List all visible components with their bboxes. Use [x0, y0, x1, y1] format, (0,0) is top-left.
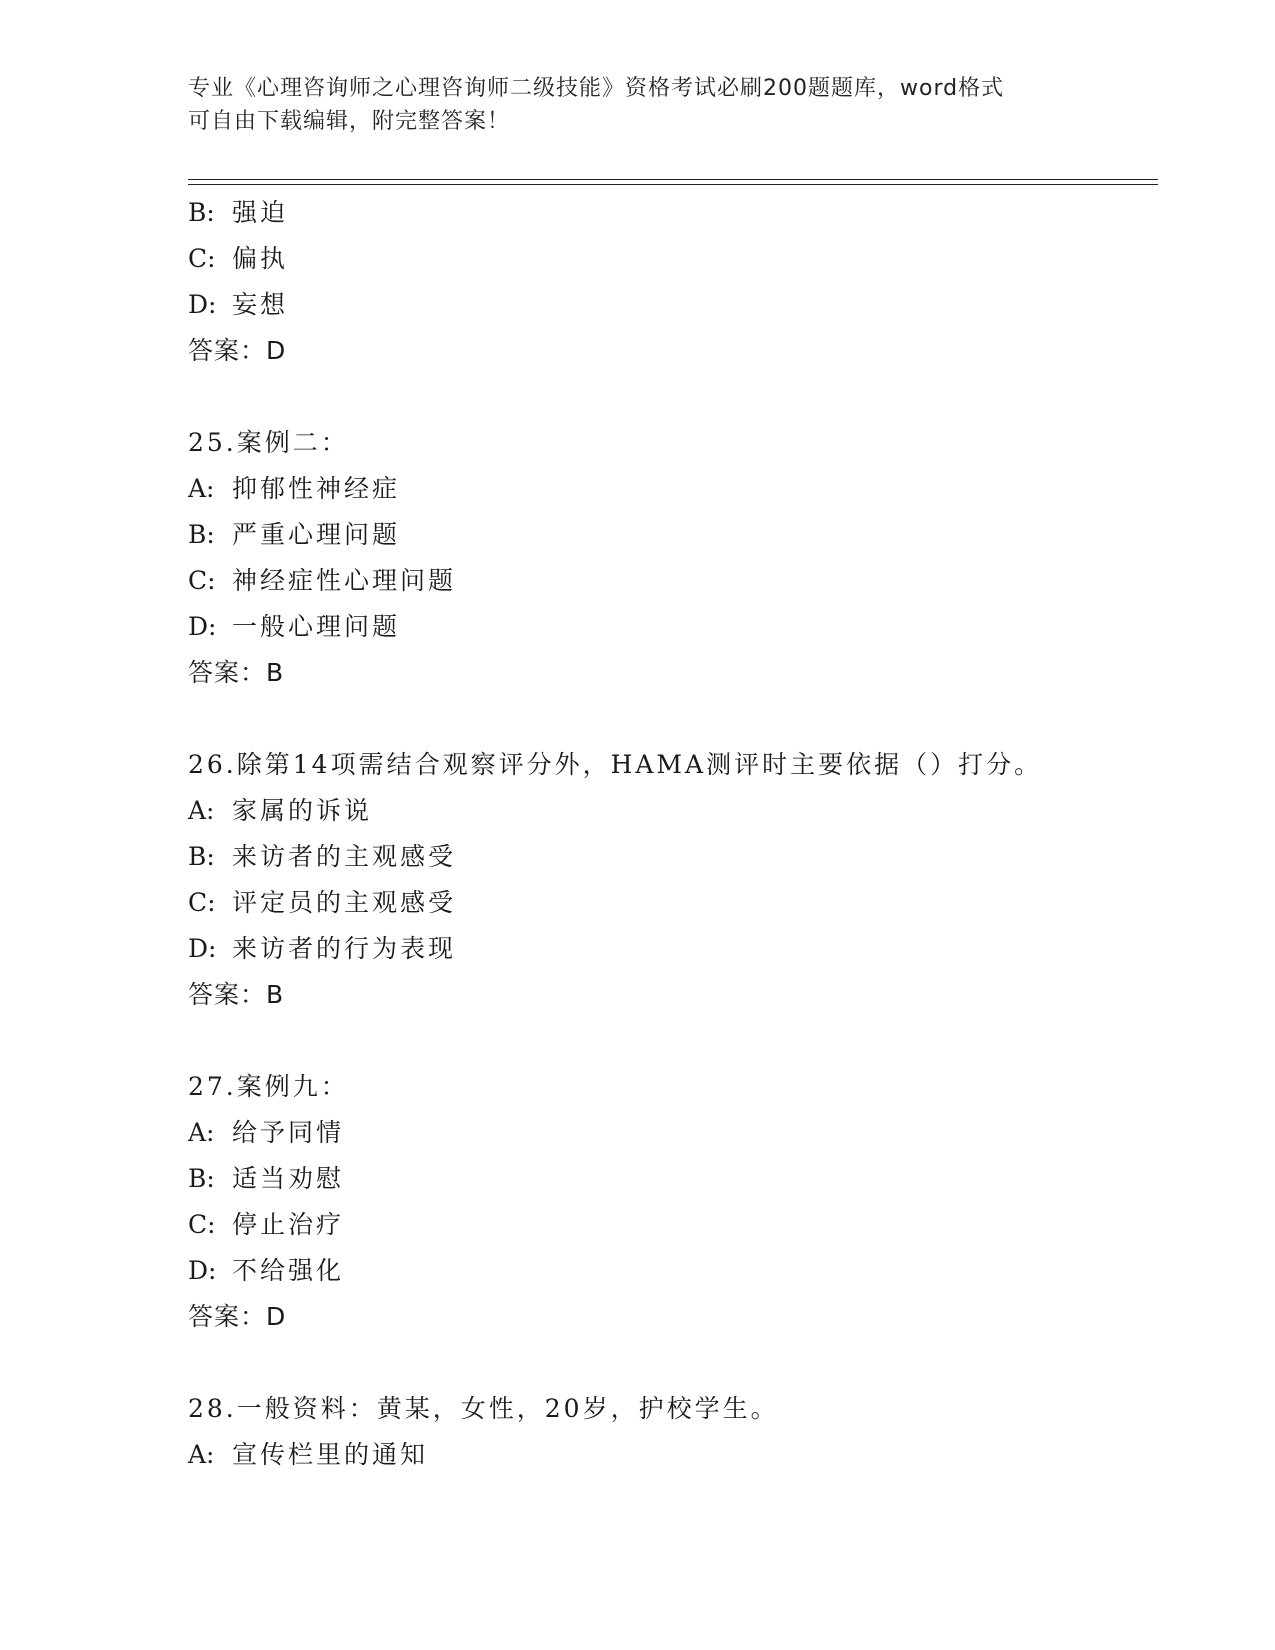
question-stem: 26.除第14项需结合观察评分外，HAMA测评时主要依据（）打分。 [188, 750, 1043, 779]
option-line [188, 604, 1148, 650]
question-list [188, 190, 1148, 1478]
option-text: 来访者的行为表现 [232, 934, 457, 963]
option-label: D: [188, 290, 217, 319]
option-text: 给予同情 [232, 1118, 345, 1147]
question-stem: 28.一般资料：黄某，女性，20岁，护校学生。 [188, 1394, 779, 1423]
option-text: 严重心理问题 [232, 520, 401, 549]
option-label: A: [188, 1118, 215, 1147]
option-text: 适当劝慰 [232, 1164, 345, 1193]
option-label: D: [188, 1256, 217, 1285]
option-line [188, 236, 1148, 282]
option-line [188, 788, 1148, 834]
option-line [188, 1202, 1148, 1248]
option-text: 神经症性心理问题 [232, 566, 457, 595]
option-text: 强迫 [232, 198, 289, 227]
option-line [188, 466, 1148, 512]
option-text: 宣传栏里的通知 [232, 1440, 429, 1469]
header-divider-bottom [188, 184, 1158, 185]
option-text: 家属的诉说 [232, 796, 373, 825]
header-divider-top [188, 179, 1158, 180]
answer-line: 答案：D [188, 1302, 287, 1331]
option-text: 偏执 [232, 244, 289, 273]
option-line [188, 1432, 1148, 1478]
question-stem: 27.案例九： [188, 1072, 349, 1101]
option-label: C: [188, 566, 216, 595]
option-line [188, 834, 1148, 880]
question-stem: 25.案例二： [188, 428, 349, 457]
option-line [188, 282, 1148, 328]
option-text: 妄想 [232, 290, 289, 319]
option-line [188, 512, 1148, 558]
option-line [188, 1248, 1148, 1294]
option-label: B: [188, 842, 215, 871]
option-text: 不给强化 [232, 1256, 345, 1285]
option-line [188, 1110, 1148, 1156]
option-label: A: [188, 796, 215, 825]
option-line [188, 926, 1148, 972]
header-line-2: 可自由下载编辑，附完整答案！ [188, 109, 511, 134]
option-text: 一般心理问题 [232, 612, 401, 641]
option-line [188, 558, 1148, 604]
option-label: C: [188, 888, 216, 917]
option-label: A: [188, 1440, 215, 1469]
option-line [188, 880, 1148, 926]
option-label: D: [188, 612, 217, 641]
option-text: 评定员的主观感受 [232, 888, 457, 917]
option-text: 停止治疗 [232, 1210, 345, 1239]
option-label: A: [188, 474, 215, 503]
option-label: D: [188, 934, 217, 963]
document-header [188, 72, 1088, 138]
option-line [188, 1156, 1148, 1202]
option-label: C: [188, 1210, 216, 1239]
option-text: 抑郁性神经症 [232, 474, 401, 503]
answer-line: 答案：B [188, 980, 285, 1009]
option-label: C: [188, 244, 216, 273]
option-label: B: [188, 520, 215, 549]
option-text: 来访者的主观感受 [232, 842, 457, 871]
option-label: B: [188, 198, 215, 227]
answer-line: 答案：B [188, 658, 285, 687]
option-line [188, 190, 1148, 236]
answer-line: 答案：D [188, 336, 287, 365]
option-label: B: [188, 1164, 215, 1193]
header-line-1: 专业《心理咨询师之心理咨询师二级技能》资格考试必刷200题题库，word格式 [188, 76, 1005, 101]
